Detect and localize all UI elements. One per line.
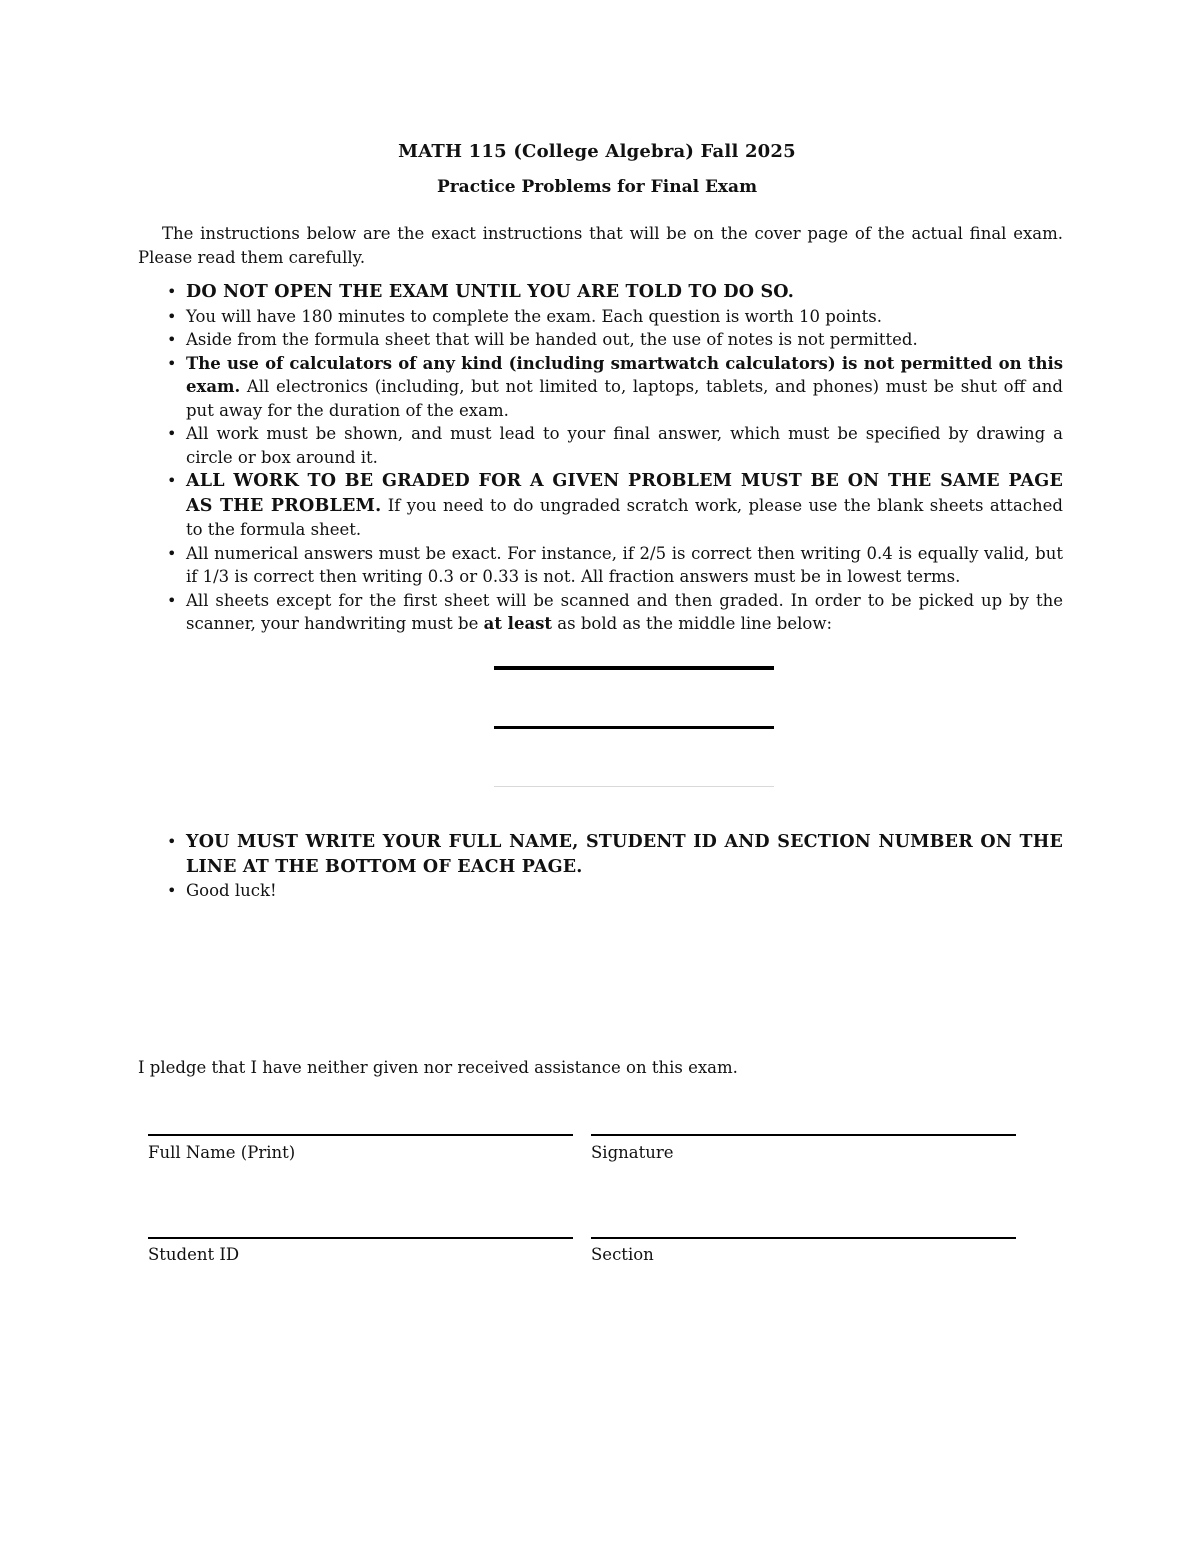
instruction-item bbox=[186, 542, 1063, 589]
exam-title: MATH 115 (College Algebra) Fall 2025 bbox=[398, 141, 796, 162]
instruction-text: Aside from the formula sheet that will be handed out, the use of notes is not permitted. bbox=[186, 330, 918, 349]
signature-line[interactable] bbox=[591, 1134, 1016, 1136]
instruction-item bbox=[186, 328, 1063, 352]
instruction-text: All electronics (including, but not limited to, laptops, tablets, and phones) must be shut off and put away for the duration of the exam. bbox=[186, 377, 1063, 420]
instruction-item bbox=[186, 879, 1063, 903]
instruction-text: If you need to do ungraded scratch work, please use the blank sheets attached to the formula sheet. bbox=[186, 495, 1063, 539]
instruction-list-continued bbox=[186, 830, 1063, 903]
instruction-bold-text: The use of calculators of any kind (including smartwatch calculators) is not permitted on this exam. bbox=[186, 353, 1063, 396]
instruction-text: You will have 180 minutes to complete the exam. Each question is worth 10 points. bbox=[186, 306, 883, 326]
middle-sample-line bbox=[494, 726, 774, 729]
instruction-text: All numerical answers must be exact. For instance, if 2/5 is correct then writing 0.4 is equally valid, but if 1/3 is correct then writing 0.3 or 0.33 is not. All fraction answers must be in lowest terms. bbox=[186, 543, 1063, 586]
instruction-item bbox=[186, 422, 1063, 469]
student-id-line[interactable] bbox=[148, 1237, 573, 1239]
instruction-text: All work must be shown, and must lead to your final answer, which must be specified by drawing a circle or box around it. bbox=[186, 424, 1063, 467]
instruction-item bbox=[186, 589, 1063, 636]
full-name-line[interactable] bbox=[148, 1134, 573, 1136]
full-name-label: Full Name (Print) bbox=[148, 1143, 296, 1162]
instruction-item bbox=[186, 305, 1063, 329]
instruction-text: Good luck! bbox=[186, 881, 277, 900]
instruction-text: YOU MUST WRITE YOUR FULL NAME, STUDENT ID AND SECTION NUMBER ON THE LINE AT THE BOTTOM OF EACH PAGE. bbox=[186, 832, 1063, 877]
signature-label: Signature bbox=[591, 1143, 674, 1162]
section-line[interactable] bbox=[591, 1237, 1016, 1239]
instruction-bold-text: at least bbox=[483, 614, 553, 633]
student-id-label: Student ID bbox=[148, 1245, 240, 1264]
instruction-text: DO NOT OPEN THE EXAM UNTIL YOU ARE TOLD TO DO SO. bbox=[186, 282, 794, 302]
thick-sample-line bbox=[494, 666, 774, 670]
intro-paragraph: The instructions below are the exact instructions that will be on the cover page of the actual final exam. Please read them carefully. bbox=[138, 224, 1063, 267]
thin-sample-line bbox=[494, 786, 774, 787]
instruction-text: All sheets except for the first sheet will be scanned and then graded. In order to be picked up by the scanner, your handwriting must be bbox=[186, 590, 1063, 633]
instruction-text: as bold as the middle line below: bbox=[552, 614, 832, 633]
section-label: Section bbox=[591, 1245, 654, 1264]
pledge-statement: I pledge that I have neither given nor received assistance on this exam. bbox=[138, 1058, 738, 1077]
instruction-item bbox=[186, 280, 1063, 305]
instruction-list bbox=[186, 280, 1063, 636]
instruction-item bbox=[186, 352, 1063, 423]
exam-subtitle: Practice Problems for Final Exam bbox=[436, 177, 758, 197]
instruction-item bbox=[186, 469, 1063, 542]
instruction-bold-text: ALL WORK TO BE GRADED FOR A GIVEN PROBLEM MUST BE ON THE SAME PAGE AS THE PROBLEM. bbox=[186, 471, 1063, 516]
instruction-item bbox=[186, 830, 1063, 879]
